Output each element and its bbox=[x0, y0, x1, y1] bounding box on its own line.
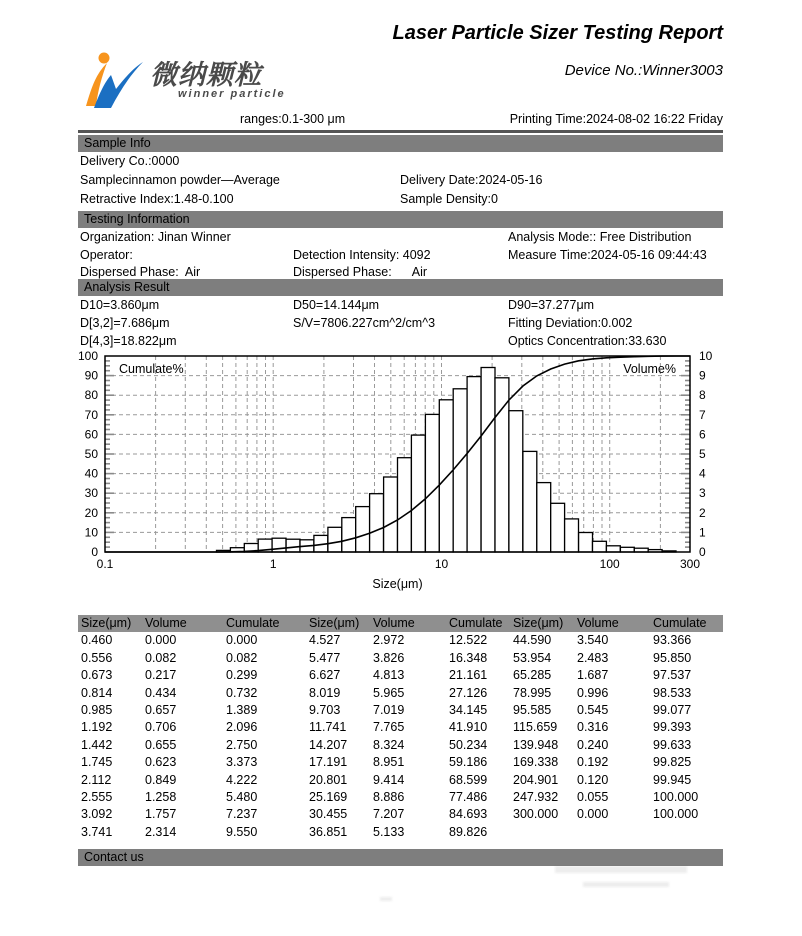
table-cell: 0.240 bbox=[577, 737, 609, 752]
row-d32 bbox=[78, 314, 723, 332]
table-cell: 300.000 bbox=[513, 807, 559, 822]
table-cell: 0.192 bbox=[577, 755, 609, 770]
table-cell: 2.483 bbox=[577, 650, 609, 665]
logo-chinese-text: 微纳颗粒 bbox=[150, 60, 262, 90]
svg-text:40: 40 bbox=[84, 466, 98, 481]
svg-text:20: 20 bbox=[84, 505, 98, 520]
volume-bars bbox=[217, 368, 677, 553]
table-cell: 3.741 bbox=[81, 824, 113, 839]
table-cell: 0.000 bbox=[226, 633, 258, 648]
svg-text:50: 50 bbox=[84, 447, 98, 461]
measure-time: Measure Time:2024-05-16 09:44:43 bbox=[508, 248, 707, 262]
svg-text:80: 80 bbox=[84, 388, 98, 403]
table-cell: 3.826 bbox=[373, 650, 405, 665]
table-cell: 0.000 bbox=[145, 633, 177, 648]
table-cell: 247.932 bbox=[513, 789, 559, 804]
row-operator bbox=[78, 246, 723, 264]
table-cell: 12.522 bbox=[449, 633, 488, 648]
svg-text:8: 8 bbox=[699, 388, 706, 403]
svg-text:0.1: 0.1 bbox=[96, 557, 114, 571]
svg-text:90: 90 bbox=[84, 368, 98, 383]
table-cell: 0.623 bbox=[145, 755, 177, 770]
table-cell: 4.813 bbox=[373, 668, 405, 683]
svg-text:30: 30 bbox=[84, 486, 98, 501]
table-cell: 0.996 bbox=[577, 685, 609, 700]
d10-value: D10=3.860μm bbox=[80, 298, 160, 312]
table-cell: 8.951 bbox=[373, 755, 405, 770]
svg-text:3: 3 bbox=[699, 486, 706, 501]
svg-text:10: 10 bbox=[699, 349, 713, 363]
row-delivery-co bbox=[78, 152, 723, 170]
table-cell: 99.077 bbox=[653, 702, 692, 717]
row-organization bbox=[78, 228, 723, 246]
svg-text:1: 1 bbox=[699, 525, 706, 540]
fitting-deviation: Fitting Deviation:0.002 bbox=[508, 316, 633, 330]
table-cell: 0.082 bbox=[145, 650, 177, 665]
sample-density: Sample Density:0 bbox=[400, 192, 498, 206]
table-cell: 2.555 bbox=[81, 789, 113, 804]
organization: Organization: Jinan Winner bbox=[80, 230, 231, 244]
table-cell bbox=[650, 824, 723, 841]
table-cell: 100.000 bbox=[653, 789, 699, 804]
table-cell: 1.745 bbox=[81, 755, 113, 770]
section-testing-information: Testing Information bbox=[78, 211, 723, 228]
left-axis-label: Cumulate% bbox=[119, 362, 184, 376]
table-cell: 17.191 bbox=[309, 755, 348, 770]
table-cell: 1.757 bbox=[145, 807, 177, 822]
delivery-date: Delivery Date:2024-05-16 bbox=[400, 173, 543, 187]
table-cell: 0.556 bbox=[81, 650, 113, 665]
svg-text:100: 100 bbox=[599, 557, 620, 571]
row-d10 bbox=[78, 296, 723, 314]
table-cell: 0.985 bbox=[81, 702, 113, 717]
table-cell: 14.207 bbox=[309, 737, 348, 752]
table-cell: 93.366 bbox=[653, 633, 692, 648]
x-axis-label: Size(μm) bbox=[372, 577, 423, 591]
row-sample bbox=[78, 171, 723, 189]
table-cell: 30.455 bbox=[309, 807, 348, 822]
operator: Operator: bbox=[80, 248, 133, 262]
table-cell: 95.585 bbox=[513, 702, 552, 717]
svg-text:5: 5 bbox=[699, 447, 706, 461]
table-cell: 0.000 bbox=[577, 807, 609, 822]
svg-text:0: 0 bbox=[699, 545, 706, 559]
detection-intensity: Detection Intensity: 4092 bbox=[293, 248, 431, 262]
table-cell: 7.207 bbox=[373, 807, 405, 822]
svg-text:1: 1 bbox=[269, 557, 277, 571]
table-cell: 115.659 bbox=[513, 720, 558, 735]
table-cell: 8.324 bbox=[373, 737, 405, 752]
table-cell: 9.414 bbox=[373, 772, 405, 787]
table-cell: 7.765 bbox=[373, 720, 405, 735]
svg-text:70: 70 bbox=[84, 407, 98, 422]
svg-text:10: 10 bbox=[434, 557, 449, 571]
table-cell: 97.537 bbox=[653, 668, 692, 683]
table-cell: 0.217 bbox=[145, 668, 177, 683]
redacted-contact-text bbox=[583, 882, 669, 887]
distribution-table bbox=[78, 615, 723, 841]
table-cell bbox=[510, 824, 574, 841]
table-cell: 139.948 bbox=[513, 737, 559, 752]
table-cell: 2.972 bbox=[373, 633, 405, 648]
table-cell: 68.599 bbox=[449, 772, 488, 787]
table-cell: 11.741 bbox=[309, 720, 347, 735]
column-header: Volume bbox=[142, 615, 223, 632]
table-cell: 0.082 bbox=[226, 650, 258, 665]
sv-value: S/V=7806.227cm^2/cm^3 bbox=[293, 316, 436, 330]
table-cell: 8.019 bbox=[309, 685, 341, 700]
redacted-contact-text bbox=[555, 866, 687, 873]
table-cell: 36.851 bbox=[309, 824, 348, 839]
table-cell: 2.750 bbox=[226, 737, 258, 752]
table-cell: 7.019 bbox=[373, 702, 405, 717]
table-cell: 5.965 bbox=[373, 685, 405, 700]
table-cell: 95.850 bbox=[653, 650, 692, 665]
table-cell: 3.540 bbox=[577, 633, 609, 648]
table-cell: 89.826 bbox=[449, 824, 488, 839]
logo-english-text: winner particle bbox=[178, 88, 286, 100]
table-cell: 100.000 bbox=[653, 807, 699, 822]
printing-time: Printing Time:2024-08-02 16:22 Friday bbox=[509, 112, 723, 126]
table-cell: 99.393 bbox=[653, 720, 692, 735]
table-cell: 0.120 bbox=[577, 772, 609, 787]
svg-text:60: 60 bbox=[84, 427, 98, 442]
table-cell: 0.673 bbox=[81, 668, 113, 683]
d32-value: D[3,2]=7.686μm bbox=[80, 316, 170, 330]
column-header: Volume bbox=[370, 615, 446, 632]
analysis-mode: Analysis Mode:: Free Distribution bbox=[508, 230, 692, 244]
delivery-co: Delivery Co.:0000 bbox=[80, 154, 180, 168]
table-cell: 2.096 bbox=[226, 720, 258, 735]
table-cell: 53.954 bbox=[513, 650, 552, 665]
table-cell: 0.316 bbox=[577, 720, 609, 735]
report-title: Laser Particle Sizer Testing Report bbox=[392, 22, 723, 44]
svg-text:9: 9 bbox=[699, 368, 706, 383]
column-header: Size(μm) bbox=[510, 615, 574, 632]
table-cell: 0.849 bbox=[145, 772, 177, 787]
table-cell: 99.945 bbox=[653, 772, 692, 787]
table-cell: 0.814 bbox=[81, 685, 113, 700]
table-cell: 0.055 bbox=[577, 789, 609, 804]
column-header: Cumulate bbox=[223, 615, 306, 632]
svg-text:7: 7 bbox=[699, 407, 706, 422]
svg-text:4: 4 bbox=[699, 466, 706, 481]
table-cell: 44.590 bbox=[513, 633, 552, 648]
table-cell: 27.126 bbox=[449, 685, 488, 700]
d90-value: D90=37.277μm bbox=[508, 298, 595, 312]
table-cell: 21.161 bbox=[449, 668, 488, 683]
table-cell: 34.145 bbox=[449, 702, 488, 717]
row-refractive bbox=[78, 190, 723, 208]
table-cell: 9.703 bbox=[309, 702, 341, 717]
table-cell: 98.533 bbox=[653, 685, 692, 700]
column-header: Size(μm) bbox=[78, 615, 142, 632]
svg-text:10: 10 bbox=[84, 525, 98, 540]
table-cell: 0.545 bbox=[577, 702, 609, 717]
table-cell: 65.285 bbox=[513, 668, 552, 683]
size-distribution-chart bbox=[60, 348, 760, 600]
table-cell: 0.434 bbox=[145, 685, 177, 700]
section-sample-info: Sample Info bbox=[78, 135, 723, 152]
column-header: Cumulate bbox=[650, 615, 723, 632]
table-cell: 16.348 bbox=[449, 650, 488, 665]
table-cell bbox=[574, 824, 650, 841]
table-cell: 0.657 bbox=[145, 702, 177, 717]
table-cell: 41.910 bbox=[449, 720, 488, 735]
measure-range: ranges:0.1-300 μm bbox=[240, 112, 346, 126]
table-cell: 4.222 bbox=[226, 772, 258, 787]
column-header: Cumulate bbox=[446, 615, 510, 632]
table-cell: 99.825 bbox=[653, 755, 692, 770]
device-number: Device No.:Winner3003 bbox=[564, 62, 723, 79]
table-cell: 0.732 bbox=[226, 685, 258, 700]
table-cell: 5.133 bbox=[373, 824, 405, 839]
table-cell: 78.995 bbox=[513, 685, 552, 700]
table-cell: 0.706 bbox=[145, 720, 177, 735]
table-cell: 9.550 bbox=[226, 824, 258, 839]
table-cell: 6.627 bbox=[309, 668, 341, 683]
section-analysis-result: Analysis Result bbox=[78, 279, 723, 296]
table-cell: 4.527 bbox=[309, 633, 341, 648]
table-cell: 169.338 bbox=[513, 755, 559, 770]
redacted-contact-text bbox=[380, 897, 392, 901]
column-header: Volume bbox=[574, 615, 650, 632]
logo-figure-icon bbox=[80, 50, 144, 117]
svg-text:300: 300 bbox=[679, 557, 701, 571]
table-cell: 99.633 bbox=[653, 737, 692, 752]
table-cell: 7.237 bbox=[226, 807, 258, 822]
sample-name: Samplecinnamon powder—Average bbox=[80, 173, 280, 187]
svg-text:2: 2 bbox=[699, 505, 706, 520]
winner-particle-logo bbox=[80, 50, 286, 117]
table-cell: 20.801 bbox=[309, 772, 348, 787]
section-contact-us: Contact us bbox=[78, 849, 723, 866]
column-header: Size(μm) bbox=[306, 615, 370, 632]
dispersed-phase-1: Dispersed Phase: Air bbox=[80, 265, 201, 279]
table-cell: 25.169 bbox=[309, 789, 348, 804]
table-cell: 8.886 bbox=[373, 789, 405, 804]
d43-value: D[4,3]=18.822μm bbox=[80, 334, 177, 348]
header-divider bbox=[78, 130, 723, 133]
table-cell: 1.192 bbox=[81, 720, 113, 735]
table-cell: 3.373 bbox=[226, 755, 258, 770]
table-cell: 0.655 bbox=[145, 737, 177, 752]
optics-concentration: Optics Concentration:33.630 bbox=[508, 334, 667, 348]
table-cell: 1.389 bbox=[226, 702, 258, 717]
table-cell: 59.186 bbox=[449, 755, 488, 770]
table-cell: 3.092 bbox=[81, 807, 113, 822]
table-cell: 1.687 bbox=[577, 668, 609, 683]
d50-value: D50=14.144μm bbox=[293, 298, 380, 312]
table-cell: 5.477 bbox=[309, 650, 341, 665]
table-cell: 0.460 bbox=[81, 633, 113, 648]
table-cell: 1.258 bbox=[145, 789, 177, 804]
table-cell: 0.299 bbox=[226, 668, 258, 683]
table-cell: 77.486 bbox=[449, 789, 488, 804]
table-cell: 5.480 bbox=[226, 789, 258, 804]
table-cell: 204.901 bbox=[513, 772, 559, 787]
table-cell: 1.442 bbox=[81, 737, 113, 752]
dispersed-phase-2: Dispersed Phase: Air bbox=[293, 265, 428, 279]
table-cell: 2.112 bbox=[81, 772, 112, 787]
table-cell: 2.314 bbox=[145, 824, 177, 839]
table-cell: 84.693 bbox=[449, 807, 488, 822]
retractive-index: Retractive Index:1.48-0.100 bbox=[80, 192, 234, 206]
table-cell: 50.234 bbox=[449, 737, 488, 752]
svg-text:0: 0 bbox=[91, 545, 98, 559]
right-axis-label: Volume% bbox=[623, 362, 676, 376]
svg-text:100: 100 bbox=[77, 349, 98, 363]
svg-text:6: 6 bbox=[699, 427, 706, 442]
